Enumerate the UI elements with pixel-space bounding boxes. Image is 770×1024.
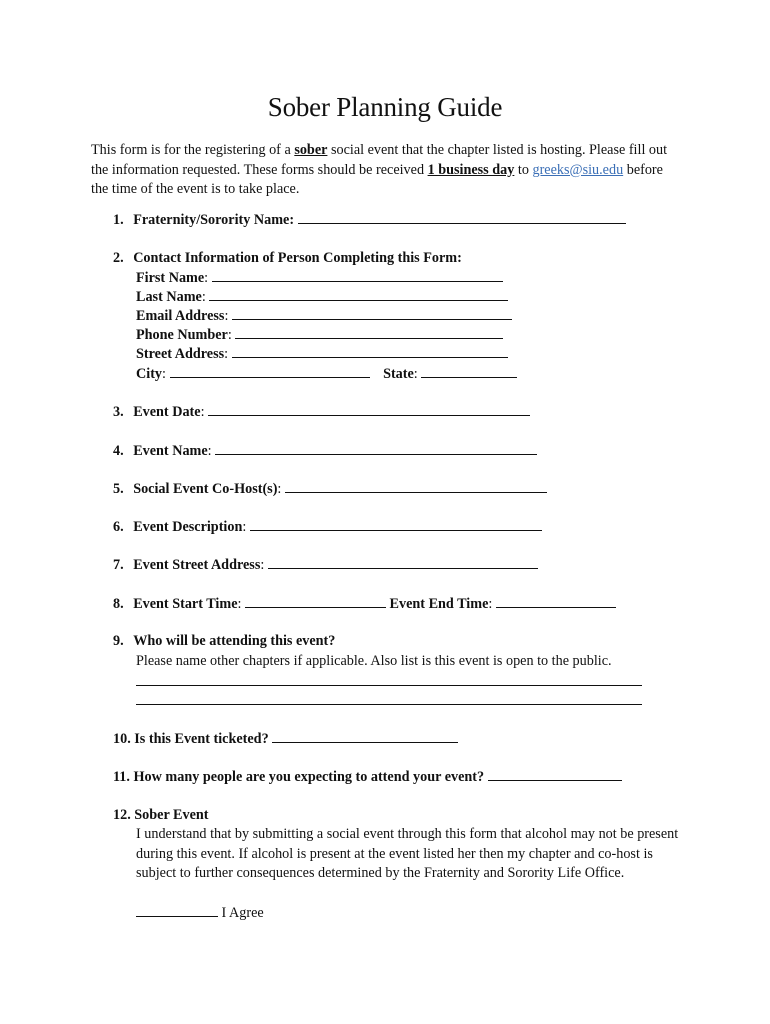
question-number: 2. [113, 250, 124, 266]
colon: : [277, 481, 282, 497]
colon: : [204, 270, 209, 286]
attendance-count-field[interactable] [488, 767, 622, 781]
phone-row [136, 325, 503, 346]
state-label: State [383, 366, 414, 382]
colon: : [224, 346, 229, 362]
question-label: Event Name [133, 443, 208, 459]
event-description-field[interactable] [250, 517, 542, 531]
colon: : [488, 596, 493, 612]
question-label: Event Description [133, 519, 243, 535]
question-number: 3. [113, 404, 124, 420]
intro-text: This form is for the registering of a [91, 142, 295, 158]
question-6 [113, 517, 542, 538]
question-number: 9. [113, 633, 124, 649]
question-2 [113, 249, 462, 269]
last-name-row [136, 287, 508, 308]
question-number: 6. [113, 519, 124, 535]
question-9-note: Please name other chapters if applicable. Also list is this event is open to the public. [136, 653, 612, 669]
event-name-field[interactable] [215, 441, 537, 455]
colon: : [227, 327, 232, 343]
last-name-field[interactable] [209, 287, 508, 301]
page-title: Sober Planning Guide [267, 92, 503, 122]
question-number: 1. [113, 212, 124, 228]
ticketed-field[interactable] [272, 729, 458, 743]
email-row [136, 306, 512, 327]
question-label: Sober Event [134, 807, 209, 823]
start-time-field[interactable] [245, 594, 386, 608]
intro-sober: sober [294, 142, 328, 158]
street-field[interactable] [232, 344, 508, 358]
street-label: Street Address [136, 346, 225, 362]
agree-initials-field[interactable] [136, 903, 218, 917]
colon: : [242, 519, 247, 535]
colon: : [260, 557, 265, 573]
start-time-label: Event Start Time [133, 596, 238, 612]
question-label: Who will be attending this event? [133, 633, 336, 649]
question-8 [113, 594, 616, 615]
intro-deadline: 1 business day [427, 161, 515, 178]
question-number: 10. [113, 731, 131, 747]
event-address-field[interactable] [268, 555, 538, 569]
agree-label: I Agree [221, 905, 264, 921]
question-label: How many people are you expecting to attend your event? [133, 769, 485, 785]
question-11 [113, 767, 622, 788]
question-number: 7. [113, 557, 124, 573]
question-1 [113, 210, 626, 231]
email-link[interactable]: greeks@siu.edu [532, 161, 624, 178]
email-label: Email Address [136, 308, 225, 324]
question-number: 12. [113, 807, 131, 823]
colon: : [201, 289, 206, 305]
question-12 [113, 806, 209, 826]
colon: : [207, 443, 212, 459]
colon: : [162, 366, 166, 382]
end-time-label: Event End Time [389, 596, 489, 612]
city-label: City [136, 366, 163, 382]
first-name-label: First Name [136, 270, 205, 286]
question-3 [113, 402, 530, 423]
city-field[interactable] [170, 364, 370, 378]
question-label: Social Event Co-Host(s) [133, 481, 278, 497]
question-5 [113, 479, 547, 500]
last-name-label: Last Name [136, 289, 202, 305]
state-field[interactable] [421, 364, 517, 378]
cohost-field[interactable] [285, 479, 547, 493]
question-number: 5. [113, 481, 124, 497]
intro-text: to [514, 161, 533, 178]
phone-field[interactable] [235, 325, 503, 339]
question-number: 4. [113, 443, 124, 459]
question-label: Event Date [133, 404, 201, 420]
question-10 [113, 729, 458, 750]
city-state-row [136, 364, 517, 385]
colon: : [224, 308, 229, 324]
colon: : [413, 366, 418, 382]
sober-agreement-text: I understand that by submitting a social event through this form that alcohol may not be present during this event. If alcohol is present at the event listed her then my chapter and co-host is subject to further consequences determined by the Fraternity and Sorority Life Office. [136, 826, 679, 881]
end-time-field[interactable] [496, 594, 616, 608]
intro-text: before the time of the event is to take place. [91, 161, 663, 197]
street-row [136, 344, 508, 365]
question-7 [113, 555, 538, 576]
question-9 [113, 632, 335, 652]
question-label: Is this Event ticketed? [134, 731, 269, 747]
first-name-row [136, 268, 503, 289]
intro-text: social event that the chapter listed is hosting. Please fill out the information requested. These forms should be received [91, 142, 668, 178]
attendance-line-2[interactable] [136, 704, 642, 705]
first-name-field[interactable] [212, 268, 503, 282]
question-number: 8. [113, 596, 124, 612]
attendance-line-1[interactable] [136, 685, 642, 686]
question-4 [113, 441, 537, 462]
agree-row [136, 903, 264, 924]
fraternity-name-field[interactable] [298, 210, 626, 224]
event-date-field[interactable] [208, 402, 530, 416]
question-label: Event Street Address [133, 557, 261, 573]
colon: : [237, 596, 242, 612]
colon: : [200, 404, 205, 420]
intro-paragraph [91, 141, 681, 200]
email-field[interactable] [232, 306, 512, 320]
phone-label: Phone Number [136, 327, 228, 343]
question-number: 11. [113, 769, 130, 785]
question-label: Contact Information of Person Completing this Form: [133, 250, 462, 266]
question-label: Fraternity/Sorority Name: [133, 212, 295, 228]
